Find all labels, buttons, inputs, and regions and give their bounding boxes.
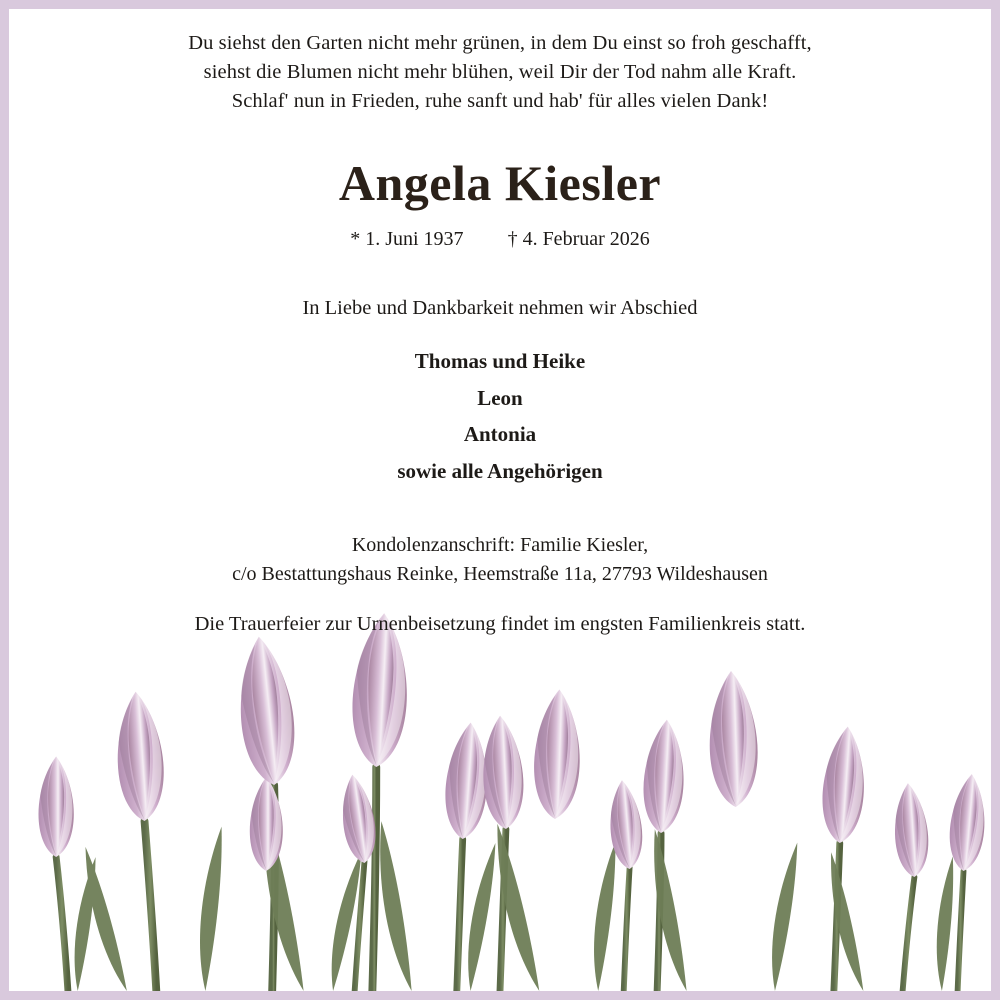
family-list (9, 343, 991, 489)
birth-date: * 1. Juni 1937 (350, 228, 464, 250)
address-line-2: c/o Bestattungshaus Reinke, Heemstraße 11a, 27793 Wildeshausen (232, 563, 768, 585)
family-member-3: Antonia (463, 422, 537, 446)
farewell-intro: In Liebe und Dankbarkeit nehmen wir Abschied (302, 297, 698, 319)
death-date: † 4. Februar 2026 (507, 228, 650, 250)
deceased-name: Angela Kiesler (338, 155, 662, 211)
condolence-address (9, 531, 991, 589)
family-member-1: Thomas und Heike (414, 349, 586, 373)
poem-line-3: Schlaf' nun in Frieden, ruhe sanft und hab' für alles vielen Dank! (231, 90, 769, 112)
life-dates (9, 228, 991, 251)
poem-line-2: siehst die Blumen nicht mehr blühen, weil Dir der Tod nahm alle Kraft. (203, 61, 797, 83)
family-member-4: sowie alle Angehörigen (397, 458, 603, 483)
family-member-2: Leon (477, 385, 523, 410)
address-line-1: Kondolenzanschrift: Familie Kiesler, (351, 534, 649, 556)
poem-line-1: Du siehst den Garten nicht mehr grünen, in dem Du einst so froh geschafft, (188, 32, 812, 54)
memorial-content (9, 9, 991, 636)
poem-block (9, 29, 991, 116)
ceremony-note: Die Trauerfeier zur Urnenbeisetzung findet im engsten Familienkreis statt. (194, 613, 806, 635)
